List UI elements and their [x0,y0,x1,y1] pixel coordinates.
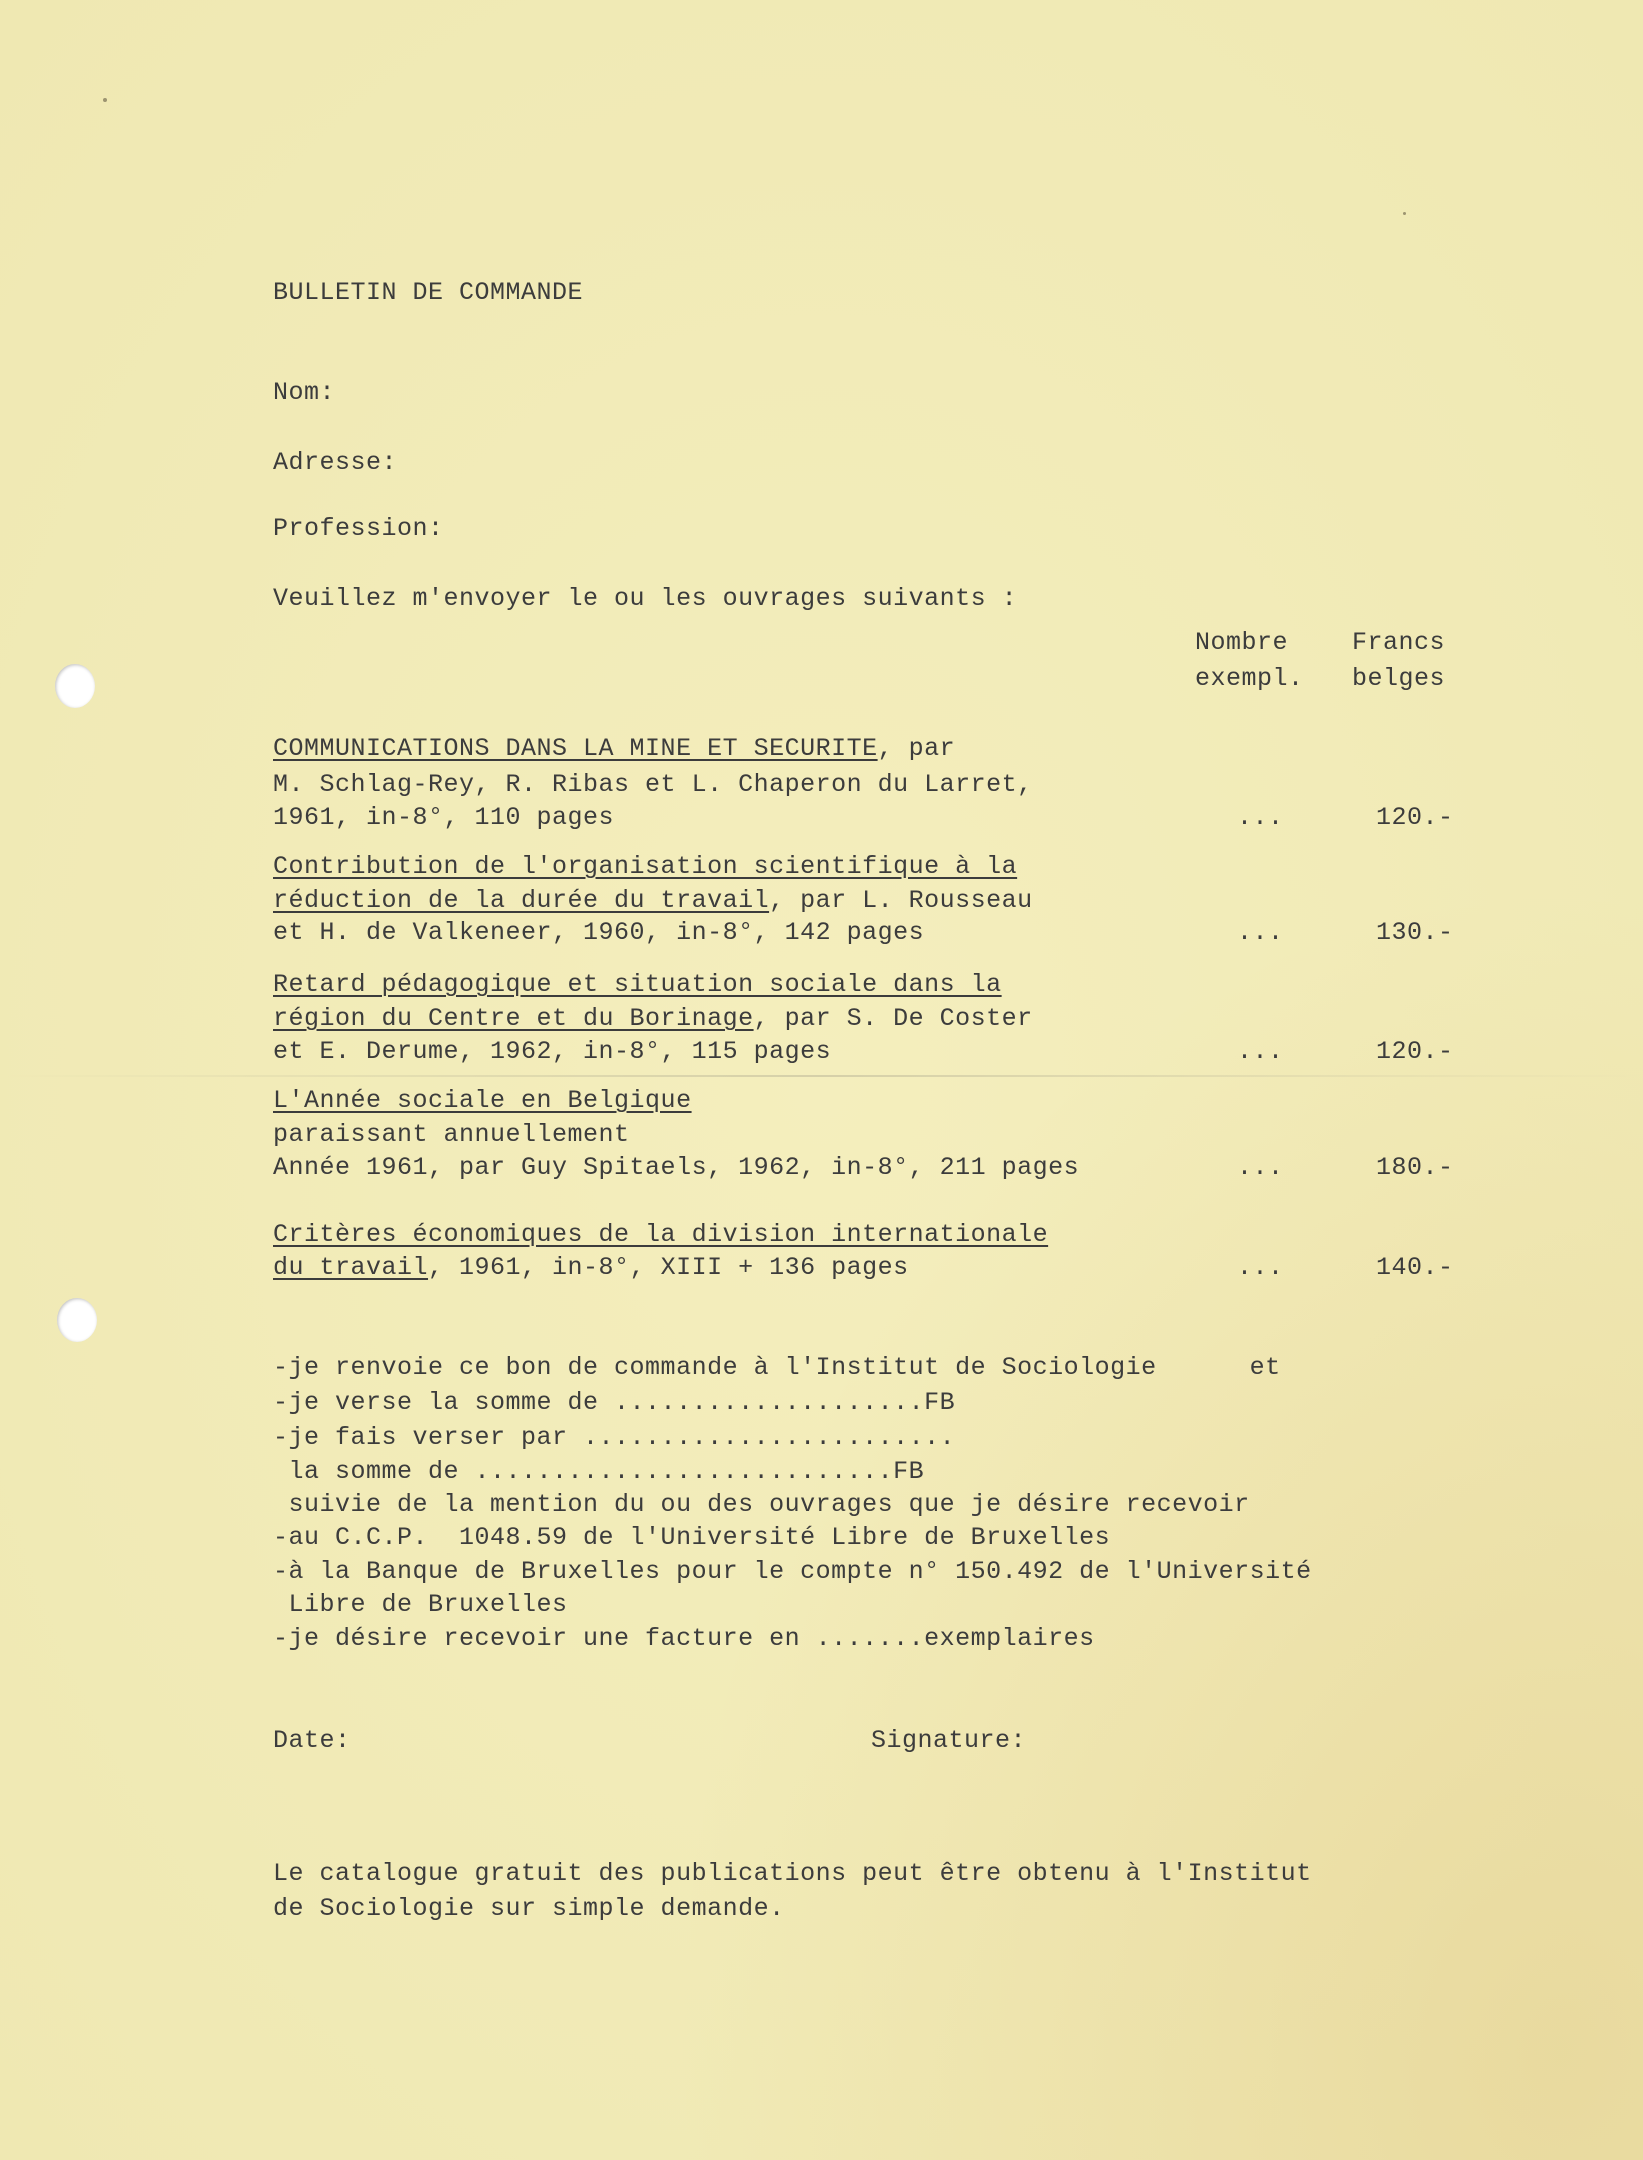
footer-line: de Sociologie sur simple demande. [273,1894,785,1923]
item-price: 180.- [1376,1153,1454,1182]
item-quantity: ... [1237,918,1284,947]
item-title: L'Année sociale en Belgique [273,1086,692,1115]
item-text: , 1961, in-8°, XIII + 136 pages [428,1253,909,1282]
item-quantity: ... [1237,1153,1284,1182]
instruction-line: suivie de la mention du ou des ouvrages que je désire recevoir [273,1490,1250,1519]
item-line: 1961, in-8°, 110 pages [273,803,615,832]
item-line: paraissant annuellement [273,1120,630,1149]
instruction-line: -je verse la somme de ....................FB [273,1388,956,1417]
instruction-line: Libre de Bruxelles [273,1590,568,1619]
column-francs-header-2: belges [1352,664,1446,693]
item-title: Contribution de l'organisation scientifique à la [273,852,1018,881]
item-price: 120.- [1376,1037,1454,1066]
item-title: réduction de la durée du travail [273,886,770,915]
item-line: M. Schlag-Rey, R. Ribas et L. Chaperon du Larret, [273,770,1033,799]
item-title: région du Centre et du Borinage [273,1004,754,1033]
item-title-line [273,734,955,764]
item-price: 120.- [1376,803,1454,832]
instruction-line: -je renvoie ce bon de commande à l'Institut de Sociologie et [273,1353,1281,1382]
field-profession-label: Profession: [273,514,444,543]
column-francs-header: Francs [1352,628,1446,657]
date-label: Date: [273,1726,351,1755]
instruction-line: -je désire recevoir une facture en .......exemplaires [273,1624,1095,1653]
item-title-line [273,886,1033,916]
signature-label: Signature: [871,1726,1027,1755]
column-nombre-header-2: exempl. [1195,664,1304,693]
item-line: et H. de Valkeneer, 1960, in-8°, 142 pages [273,918,925,947]
field-nom-label: Nom: [273,378,336,407]
item-title: Critères économiques de la division internationale [273,1220,1049,1249]
item-title: Retard pédagogique et situation sociale dans la [273,970,1002,999]
instruction-line: -je fais verser par ........................ [273,1423,956,1452]
item-quantity: ... [1237,1037,1284,1066]
page-title: BULLETIN DE COMMANDE [273,278,584,307]
instruction-line: la somme de ...........................FB [273,1457,925,1486]
column-nombre-header: Nombre [1195,628,1289,657]
punch-hole-top [55,664,95,708]
footer-line: Le catalogue gratuit des publications peut être obtenu à l'Institut [273,1859,1312,1888]
item-title: COMMUNICATIONS DANS LA MINE ET SECURITE [273,734,878,763]
item-text: , par [877,734,956,763]
item-quantity: ... [1237,1253,1284,1282]
intro-text: Veuillez m'envoyer le ou les ouvrages suivants : [273,584,1018,613]
item-title-line [273,1253,909,1283]
paper-fold [0,1075,1643,1077]
punch-hole-bottom [57,1298,97,1342]
item-price: 140.- [1376,1253,1454,1282]
item-text: , par L. Rousseau [769,886,1033,915]
item-price: 130.- [1376,918,1454,947]
paper-speck [1403,212,1406,215]
item-line: et E. Derume, 1962, in-8°, 115 pages [273,1037,832,1066]
paper-speck [103,98,107,102]
item-text: , par S. De Coster [753,1004,1033,1033]
item-title-line [273,1004,1033,1034]
instruction-line: -à la Banque de Bruxelles pour le compte n° 150.492 de l'Université [273,1557,1312,1586]
instruction-line: -au C.C.P. 1048.59 de l'Université Libre de Bruxelles [273,1523,1111,1552]
item-quantity: ... [1237,803,1284,832]
item-title: du travail [273,1253,429,1282]
field-adresse-label: Adresse: [273,448,398,477]
item-line: Année 1961, par Guy Spitaels, 1962, in-8°, 211 pages [273,1153,1080,1182]
